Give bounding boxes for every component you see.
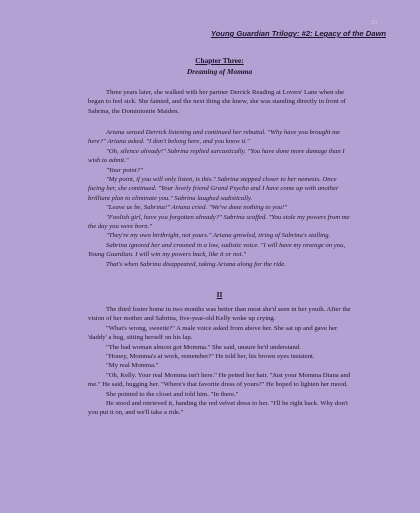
paragraph: "Your point?"	[106, 166, 143, 174]
paragraph: "Foolish girl, have you forgotten already?" Sabrina scoffed. "You stole my powers from me the day you were born."	[88, 213, 350, 231]
paragraph: The third foster home in two months was better than most she'd seen in her youth. After the vision of her mother and Sabrina, five-year-old Kelly woke up crying.	[88, 306, 351, 323]
section-break: II	[216, 290, 223, 299]
intro-block	[88, 88, 351, 116]
page-number: 33	[371, 20, 377, 26]
paragraph: "They're my own birthright, not yours." Ariana growled, tiring of Sabrina's stalling.	[106, 232, 331, 240]
paragraph: "My real Momma."	[106, 362, 159, 370]
paragraph: She pointed to the closet and told him. "In there."	[106, 390, 239, 398]
paragraph: "Oh, Kelly. Your real Momma isn't here." He petted her hair. "Just your Momma Diana and me." He said, hugging her. "Where's that favorite dress of yours?" He hoped to lighten her mood.	[88, 371, 351, 389]
section-two-block	[88, 305, 351, 418]
paragraph: "Honey, Momma's at work, remember?" He told her, his brown eyes insistent.	[106, 353, 315, 361]
chapter-subtitle: Dreaming of Momma	[186, 67, 253, 76]
paragraph: "Oh, silence already!" Sabrina replied sarcastically. "You have done more damage than I wish to admit."	[88, 147, 345, 165]
flashback-block	[88, 128, 351, 269]
paragraph: "The bad woman almost got Momma." She said, unsure he'd understand.	[106, 343, 301, 351]
paragraph: "What's wrong, sweetie?" A male voice asked from above her. She sat up and gave her 'daddy' a hug, sitting herself on his lap.	[88, 324, 338, 342]
paragraph: "Leave us be, Sabrina!" Ariana cried. "We've done nothing to you!"	[106, 204, 287, 212]
chapter-title: Chapter Three:	[195, 56, 244, 65]
paragraph: That's when Sabrina disappeared, taking Ariana along for the ride.	[106, 260, 286, 268]
paragraph: Three years later, she walked with her partner Derrick Reading at Lovers' Lane when she began to feel sick. She fainted, and the next thing she knew, she was standing directly in front of Sabrina, the Dominionite Maiden.	[88, 89, 346, 115]
paragraph: He stood and retrieved it, handing the red velvet dress to her. "I'll be right back. Why don't you put it on, and we'll take a ride."	[88, 400, 348, 417]
paragraph: "My point, if you will only listen, is this." Sabrina stepped closer to her nemesis. Once facing her, she continued. "Your lovely friend Grand Psycho and I have come up with another brilliant plan to eliminate you." Sabrina laughed sadistically.	[88, 176, 339, 202]
paragraph: Sabrina ignored her and crooned in a low, sadistic voice. "I will have my revenge on you, Young Guardian. I will win my powers back, like it or not."	[88, 241, 346, 259]
running-header: Young Guardian Trilogy: #2: Legacy of the Dawn	[210, 29, 386, 38]
paragraph: Ariana sensed Derrick listening and continued her rebuttal. "Why have you brought me here?" Ariana asked. "I don't belong here, and you know it."	[88, 129, 340, 146]
